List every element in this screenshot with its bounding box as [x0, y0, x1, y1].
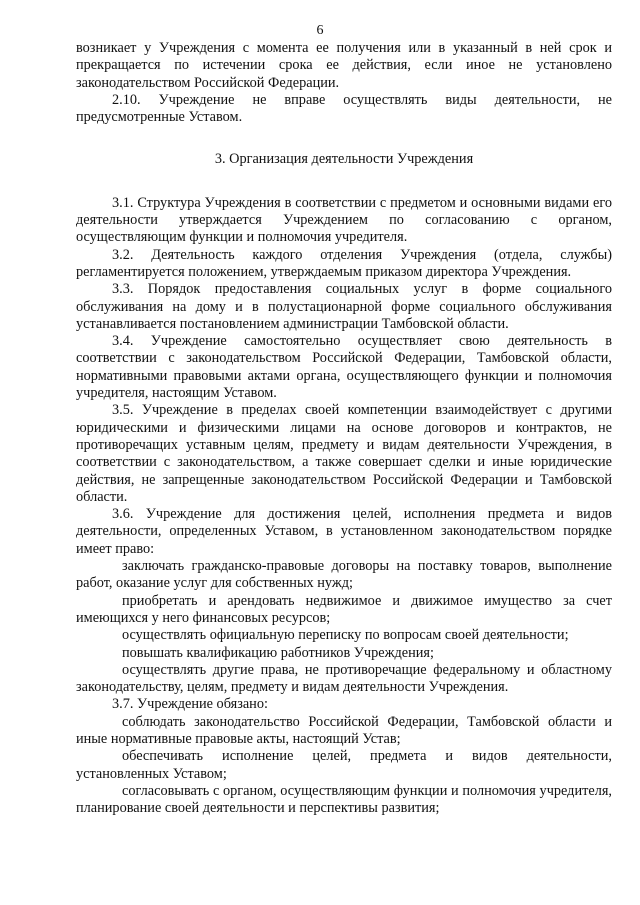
clause-3-6: 3.6. Учреждение для достижения целей, исполнения предмета и видов деятельности, определенных Уставом, в установленном законодательством порядке имеет право:	[76, 506, 612, 557]
list-item-other-rights: осуществлять другие права, не противоречащие федеральному и областному законодательству, целям, предмету и видам деятельности Учреждения.	[76, 661, 612, 696]
paragraph-continuation: возникает у Учреждения с момента ее получения или в указанный в ней срок и прекращается по истечении срока ее действия, если иное не установлено законодательством Российской Федерации.	[76, 40, 612, 91]
section-heading: 3. Организация деятельности Учреждения	[214, 151, 474, 168]
list-item-qualification: повышать квалификацию работников Учреждения;	[122, 644, 434, 661]
list-item-property: приобретать и арендовать недвижимое и движимое имущество за счет имеющихся у него финансовых ресурсов;	[76, 592, 612, 626]
clause-3-3: 3.3. Порядок предоставления социальных услуг в форме социального обслуживания на дому и в полустационарной форме социального обслуживания устанавливается постановлением администрации Тамбовской области.	[76, 281, 612, 332]
clause-2-10: 2.10. Учреждение не вправе осуществлять виды деятельности, не предусмотренные Уставом.	[76, 91, 612, 126]
document-body	[76, 40, 612, 817]
list-item-ensure-goals: обеспечивать исполнение целей, предмета и видов деятельности, установленных Уставом;	[76, 748, 612, 782]
list-item-comply-law: соблюдать законодательство Российской Федерации, Тамбовской области и иные нормативные правовые акты, настоящий Устав;	[76, 713, 612, 747]
clause-3-2: 3.2. Деятельность каждого отделения Учреждения (отдела, службы) регламентируется положением, утверждаемым приказом директора Учреждения.	[76, 246, 612, 280]
clause-3-5: 3.5. Учреждение в пределах своей компетенции взаимодействует с другими юридическими и физическими лицами на основе договоров и контрактов, не противоречащих уставным целям, предмету и видам деятельности Учреждения, в соответствии с законодательством, а также совершает сделки и иные юридические действия, не запрещенные законодательством Российской Федерации и Тамбовской области.	[76, 402, 612, 505]
list-item-contracts: заключать гражданско-правовые договоры на поставку товаров, выполнение работ, оказание услуг для собственных нужд;	[76, 558, 612, 592]
clause-3-1: 3.1. Структура Учреждения в соответствии с предметом и основными видами его деятельности утверждается Учреждением по согласованию с органом, осуществляющим функции и полномочия учредителя.	[76, 194, 612, 246]
list-item-coordinate-planning: согласовывать с органом, осуществляющим функции и полномочия учредителя, планирование своей деятельности и перспективы развития;	[76, 782, 612, 817]
page-number: 6	[316, 23, 324, 38]
clause-3-4: 3.4. Учреждение самостоятельно осуществляет свою деятельность в соответствии с законодательством Российской Федерации, Тамбовской области, нормативными правовыми актами органа, осуществляющего функции и полномочия учредителя, настоящим Уставом.	[76, 333, 612, 402]
clause-3-7: 3.7. Учреждение обязано:	[112, 696, 268, 713]
list-item-correspondence: осуществлять официальную переписку по вопросам своей деятельности;	[122, 627, 569, 644]
